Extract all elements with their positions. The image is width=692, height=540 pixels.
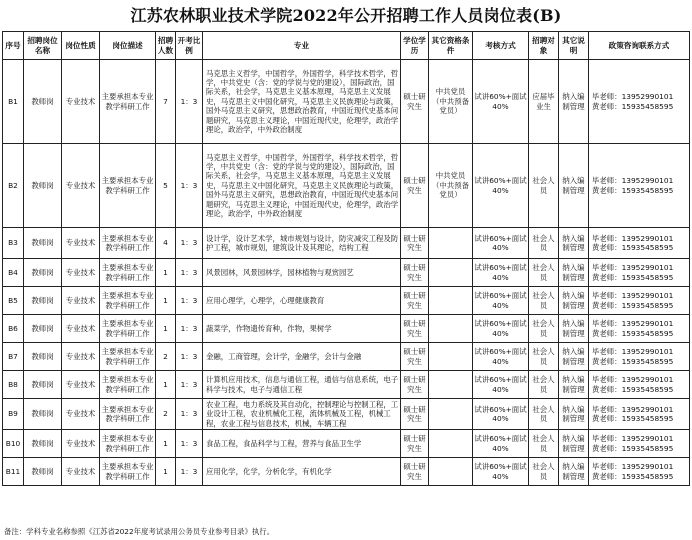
- cell-other: [429, 430, 473, 458]
- cell-major: 应用化学，化学，分析化学，有机化学: [203, 458, 401, 486]
- header-target: 招聘对象: [529, 32, 559, 60]
- contact-line: 黄老师：15935458595: [592, 414, 674, 423]
- cell-count: 2: [156, 399, 176, 430]
- cell-degree: 硕士研究生: [401, 259, 429, 287]
- cell-major: 食品工程，食品科学与工程，营养与食品卫生学: [203, 430, 401, 458]
- cell-post-type: 专业技术: [62, 144, 100, 228]
- cell-count: 4: [156, 228, 176, 259]
- contact-line: 毕老师：13952990101: [592, 176, 674, 186]
- cell-post-name: 教师岗: [24, 371, 62, 399]
- cell-degree: 硕士研究生: [401, 287, 429, 315]
- cell-major: 马克思主义哲学，中国哲学，外国哲学，科学技术哲学，哲学，中共党史（含：党的学说与党的建设），国际政治，国际关系，社会学，马克思主义基本原理，马克思主义发展史，马克思主义中国化研究，马克思主义民族理论与政策，国外马克思主义研究，思想政治教育，中国近现代史基本问题研究，马克思主义理论，中国近现代史，伦理学，政治学理论，政治学，中外政治制度: [203, 60, 401, 144]
- contact-line: 黄老师：15935458595: [592, 185, 674, 195]
- cell-target: 社会人员: [529, 399, 559, 430]
- header-post-desc: 岗位描述: [100, 32, 156, 60]
- cell-contact: [589, 343, 690, 371]
- cell-ratio: 1：3: [176, 371, 203, 399]
- contact-line: 毕老师：13952990101: [592, 347, 674, 357]
- contact-line: 黄老师：15935458595: [592, 471, 674, 481]
- contact-line: 黄老师：15935458595: [592, 443, 674, 453]
- cell-post-type: 专业技术: [62, 60, 100, 144]
- cell-major: 风景园林，风景园林学，园林植物与观赏园艺: [203, 259, 401, 287]
- cell-target: 社会人员: [529, 343, 559, 371]
- cell-exam: 试讲60%+面试40%: [473, 144, 529, 228]
- contact-line: 黄老师：15935458595: [592, 328, 674, 338]
- cell-other: [429, 228, 473, 259]
- cell-major: 应用心理学，心理学，心理健康教育: [203, 287, 401, 315]
- cell-post-name: 教师岗: [24, 458, 62, 486]
- contact-line: 黄老师：15935458595: [592, 384, 674, 394]
- cell-major: 金融，工商管理，会计学，金融学，会计与金融: [203, 343, 401, 371]
- contact-line: 黄老师：15935458595: [592, 243, 674, 252]
- cell-ratio: 1：3: [176, 60, 203, 144]
- header-ratio: 开考比例: [176, 32, 203, 60]
- cell-post-desc: 主要承担本专业教学科研工作: [100, 399, 156, 430]
- header-post-type: 岗位性质: [62, 32, 100, 60]
- cell-contact: [589, 315, 690, 343]
- cell-major: 农业工程，电力系统及其自动化，控制理论与控制工程，工业设计工程，农业机械化工程，流体机械及工程，机械工程，农业工程与信息技术，机械，车辆工程: [203, 399, 401, 430]
- cell-target: 社会人员: [529, 144, 559, 228]
- table-row: [3, 371, 690, 399]
- cell-exam: 试讲60%+面试40%: [473, 287, 529, 315]
- cell-post-type: 专业技术: [62, 430, 100, 458]
- cell-exam: 试讲60%+面试40%: [473, 430, 529, 458]
- cell-post-type: 专业技术: [62, 287, 100, 315]
- table-row: [3, 259, 690, 287]
- cell-post-name: 教师岗: [24, 287, 62, 315]
- cell-seq: B8: [3, 371, 24, 399]
- contact-line: 毕老师：13952990101: [592, 263, 674, 273]
- cell-post-desc: 主要承担本专业教学科研工作: [100, 60, 156, 144]
- cell-ratio: 1：3: [176, 343, 203, 371]
- cell-post-desc: 主要承担本专业教学科研工作: [100, 458, 156, 486]
- contact-line: 黄老师：15935458595: [592, 101, 674, 111]
- header-post-name: 招聘岗位名称: [24, 32, 62, 60]
- cell-post-type: 专业技术: [62, 343, 100, 371]
- cell-other: [429, 399, 473, 430]
- header-contact: 政策咨询联系方式: [589, 32, 690, 60]
- cell-degree: 硕士研究生: [401, 458, 429, 486]
- cell-seq: B6: [3, 315, 24, 343]
- cell-post-desc: 主要承担本专业教学科研工作: [100, 259, 156, 287]
- cell-major: 设计学，设计艺术学，城市规划与设计，防灾减灾工程及防护工程，城市规划，建筑设计及其理论，结构工程: [203, 228, 401, 259]
- cell-target: 应届毕业生: [529, 60, 559, 144]
- cell-ratio: 1：3: [176, 259, 203, 287]
- cell-count: 1: [156, 371, 176, 399]
- cell-exam: 试讲60%+面试40%: [473, 371, 529, 399]
- cell-post-name: 教师岗: [24, 259, 62, 287]
- cell-exam: 试讲60%+面试40%: [473, 458, 529, 486]
- cell-post-desc: 主要承担本专业教学科研工作: [100, 287, 156, 315]
- cell-contact: [589, 144, 690, 228]
- table-header-row: [3, 32, 690, 60]
- cell-seq: B2: [3, 144, 24, 228]
- cell-count: 1: [156, 458, 176, 486]
- cell-misc: 纳入编制管理: [559, 60, 589, 144]
- contact-line: 毕老师：13952990101: [592, 291, 674, 301]
- contact-line: 毕老师：13952990101: [592, 233, 674, 243]
- cell-misc: 纳入编制管理: [559, 315, 589, 343]
- cell-target: 社会人员: [529, 228, 559, 259]
- contact-line: 毕老师：13952990101: [592, 375, 674, 385]
- footnote: 备注：学科专业名称参照《江苏省2022年度考试录用公务员专业参考目录》执行。: [4, 527, 275, 536]
- cell-count: 1: [156, 315, 176, 343]
- contact-line: 毕老师：13952990101: [592, 92, 674, 102]
- cell-post-type: 专业技术: [62, 259, 100, 287]
- table-row: [3, 144, 690, 228]
- cell-other: [429, 315, 473, 343]
- cell-major: 马克思主义哲学，中国哲学，外国哲学，科学技术哲学，哲学，中共党史（含：党的学说与党的建设），国际政治，国际关系，社会学，马克思主义基本原理，马克思主义发展史，马克思主义中国化研究，马克思主义民族理论与政策，国外马克思主义研究，思想政治教育，中国近现代史基本问题研究，马克思主义理论，中国近现代史，伦理学，政治学理论，政治学，中外政治制度: [203, 144, 401, 228]
- table-row: [3, 458, 690, 486]
- cell-target: 社会人员: [529, 259, 559, 287]
- cell-degree: 硕士研究生: [401, 399, 429, 430]
- cell-exam: 试讲60%+面试40%: [473, 259, 529, 287]
- cell-seq: B4: [3, 259, 24, 287]
- cell-seq: B5: [3, 287, 24, 315]
- cell-count: 2: [156, 343, 176, 371]
- header-seq: 序号: [3, 32, 24, 60]
- cell-count: 1: [156, 287, 176, 315]
- cell-post-name: 教师岗: [24, 60, 62, 144]
- cell-seq: B10: [3, 430, 24, 458]
- cell-post-desc: 主要承担本专业教学科研工作: [100, 228, 156, 259]
- cell-post-name: 教师岗: [24, 343, 62, 371]
- positions-table: [2, 31, 690, 486]
- cell-seq: B3: [3, 228, 24, 259]
- cell-post-name: 教师岗: [24, 315, 62, 343]
- cell-target: 社会人员: [529, 430, 559, 458]
- cell-exam: 试讲60%+面试40%: [473, 343, 529, 371]
- cell-post-name: 教师岗: [24, 399, 62, 430]
- cell-target: 社会人员: [529, 371, 559, 399]
- header-count: 招聘人数: [156, 32, 176, 60]
- cell-misc: 纳入编制管理: [559, 458, 589, 486]
- cell-degree: 硕士研究生: [401, 343, 429, 371]
- header-other: 其它资格条件: [429, 32, 473, 60]
- contact-line: 毕老师：13952990101: [592, 319, 674, 329]
- cell-contact: [589, 259, 690, 287]
- cell-contact: [589, 287, 690, 315]
- header-exam: 考核方式: [473, 32, 529, 60]
- cell-degree: 硕士研究生: [401, 144, 429, 228]
- cell-ratio: 1：3: [176, 315, 203, 343]
- cell-other: 中共党员（中共预备党员）: [429, 144, 473, 228]
- cell-post-desc: 主要承担本专业教学科研工作: [100, 144, 156, 228]
- page-title: 江苏农林职业技术学院2022年公开招聘工作人员岗位表(B): [130, 6, 562, 25]
- cell-misc: 纳入编制管理: [559, 430, 589, 458]
- cell-target: 社会人员: [529, 458, 559, 486]
- cell-exam: 试讲60%+面试40%: [473, 315, 529, 343]
- cell-ratio: 1：3: [176, 399, 203, 430]
- cell-contact: [589, 458, 690, 486]
- cell-contact: [589, 371, 690, 399]
- cell-misc: 纳入编制管理: [559, 287, 589, 315]
- cell-misc: 纳入编制管理: [559, 343, 589, 371]
- cell-post-type: 专业技术: [62, 315, 100, 343]
- contact-line: 毕老师：13952990101: [592, 434, 674, 444]
- cell-contact: [589, 228, 690, 259]
- cell-ratio: 1：3: [176, 287, 203, 315]
- cell-post-desc: 主要承担本专业教学科研工作: [100, 430, 156, 458]
- cell-misc: 纳入编制管理: [559, 371, 589, 399]
- cell-count: 1: [156, 430, 176, 458]
- cell-seq: B1: [3, 60, 24, 144]
- cell-contact: [589, 430, 690, 458]
- cell-post-desc: 主要承担本专业教学科研工作: [100, 371, 156, 399]
- contact-line: 毕老师：13952990101: [592, 404, 674, 414]
- header-misc: 其它说明: [559, 32, 589, 60]
- cell-post-type: 专业技术: [62, 228, 100, 259]
- contact-line: 黄老师：15935458595: [592, 356, 674, 366]
- cell-ratio: 1：3: [176, 458, 203, 486]
- contact-line: 黄老师：15935458595: [592, 300, 674, 310]
- contact-line: 黄老师：15935458595: [592, 272, 674, 282]
- cell-count: 1: [156, 259, 176, 287]
- cell-exam: 试讲60%+面试40%: [473, 228, 529, 259]
- cell-count: 5: [156, 144, 176, 228]
- cell-major: 蔬菜学，作物遗传育种，作物，果树学: [203, 315, 401, 343]
- table-row: [3, 315, 690, 343]
- cell-count: 7: [156, 60, 176, 144]
- table-row: [3, 287, 690, 315]
- cell-post-type: 专业技术: [62, 399, 100, 430]
- cell-post-name: 教师岗: [24, 430, 62, 458]
- header-degree: 学位学历: [401, 32, 429, 60]
- cell-seq: B11: [3, 458, 24, 486]
- cell-degree: 硕士研究生: [401, 371, 429, 399]
- cell-target: 社会人员: [529, 287, 559, 315]
- cell-ratio: 1：3: [176, 228, 203, 259]
- cell-other: [429, 287, 473, 315]
- cell-degree: 硕士研究生: [401, 60, 429, 144]
- cell-ratio: 1：3: [176, 430, 203, 458]
- cell-other: [429, 458, 473, 486]
- cell-post-desc: 主要承担本专业教学科研工作: [100, 343, 156, 371]
- table-row: [3, 343, 690, 371]
- cell-misc: 纳入编制管理: [559, 228, 589, 259]
- cell-other: [429, 371, 473, 399]
- table-row: [3, 228, 690, 259]
- cell-other: 中共党员（中共预备党员）: [429, 60, 473, 144]
- cell-misc: 纳入编制管理: [559, 259, 589, 287]
- cell-post-desc: 主要承担本专业教学科研工作: [100, 315, 156, 343]
- contact-line: 毕老师：13952990101: [592, 462, 674, 472]
- cell-seq: B7: [3, 343, 24, 371]
- cell-post-name: 教师岗: [24, 228, 62, 259]
- cell-major: 计算机应用技术，信息与通信工程，通信与信息系统，电子科学与技术，电子与通信工程: [203, 371, 401, 399]
- table-row: [3, 430, 690, 458]
- cell-misc: 纳入编制管理: [559, 399, 589, 430]
- cell-post-type: 专业技术: [62, 458, 100, 486]
- cell-ratio: 1：3: [176, 144, 203, 228]
- cell-misc: 纳入编制管理: [559, 144, 589, 228]
- cell-degree: 硕士研究生: [401, 430, 429, 458]
- table-row: [3, 60, 690, 144]
- cell-post-name: 教师岗: [24, 144, 62, 228]
- cell-other: [429, 259, 473, 287]
- cell-exam: 试讲60%+面试40%: [473, 60, 529, 144]
- cell-other: [429, 343, 473, 371]
- cell-degree: 硕士研究生: [401, 228, 429, 259]
- cell-contact: [589, 399, 690, 430]
- cell-post-type: 专业技术: [62, 371, 100, 399]
- cell-target: 社会人员: [529, 315, 559, 343]
- cell-degree: 硕士研究生: [401, 315, 429, 343]
- table-row: [3, 399, 690, 430]
- cell-exam: 试讲60%+面试40%: [473, 399, 529, 430]
- header-major: 专业: [203, 32, 401, 60]
- cell-seq: B9: [3, 399, 24, 430]
- cell-contact: [589, 60, 690, 144]
